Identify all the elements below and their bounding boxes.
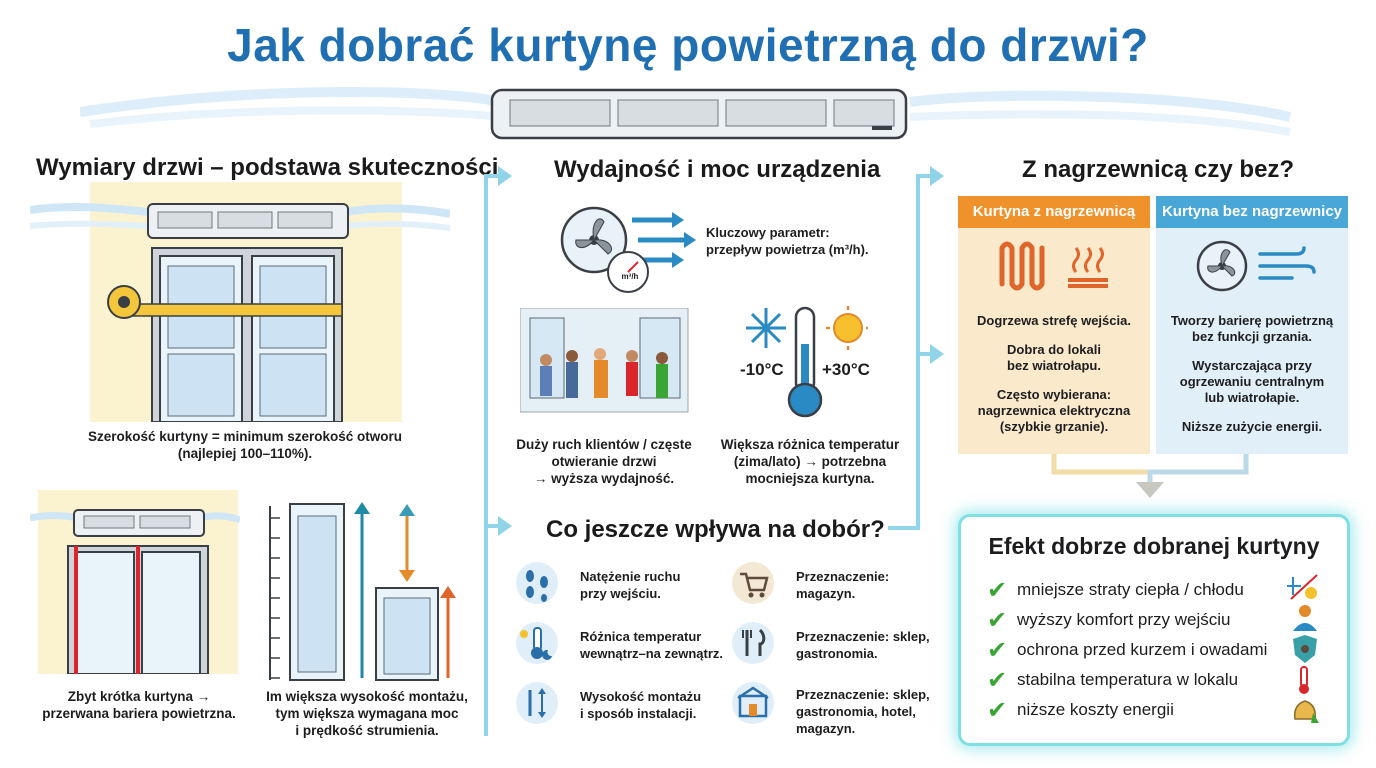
- param-line: przepływ powietrza (m³/h).: [706, 242, 869, 257]
- with-heater-point: Często wybierana:: [996, 387, 1112, 402]
- effect-item: [987, 635, 1327, 665]
- hotel-icon: [732, 682, 774, 724]
- without-heater-point: Tworzy barierę powietrzną: [1170, 313, 1334, 328]
- factor-label: Wysokość montażu: [580, 689, 702, 704]
- without-heater-point: Wystarczająca przy: [1192, 358, 1312, 373]
- money-bag-icon: [1295, 701, 1319, 723]
- factor-label: Natężenie ruchu: [580, 569, 681, 584]
- check-icon: ✔: [987, 696, 1008, 724]
- without-heater-card: [1156, 196, 1348, 454]
- traffic-line: Duży ruch klientów / częste: [516, 437, 692, 452]
- with-heater-point: Dogrzewa strefę wejścia.: [977, 313, 1131, 328]
- thermometer-icon: [1299, 667, 1309, 694]
- short-caption-line: przerwana bariera powietrzna.: [42, 706, 236, 721]
- factor-label: i sposób instalacji.: [580, 706, 697, 721]
- without-heater-point: ogrzewaniu centralnym: [1179, 374, 1325, 389]
- height-caption-line: tym większa wymagana moc: [275, 706, 459, 721]
- snow-sun-icon: [1287, 575, 1317, 599]
- effect-item: [987, 695, 1327, 725]
- busy-entrance-illustration: [520, 308, 690, 420]
- factors-heading: Co jeszcze wpływa na dobór?: [546, 516, 885, 543]
- footprints-icon: [516, 562, 558, 604]
- door-width-illustration: [30, 182, 450, 422]
- cutlery-icon: [732, 622, 774, 664]
- factor-label: wewnątrz–na zewnątrz.: [580, 646, 724, 661]
- with-heater-point: Dobra do lokali: [1007, 342, 1101, 357]
- temp-line: (zima/lato) → potrzebna: [733, 454, 887, 469]
- width-caption-line: (najlepiej 100–110%).: [177, 446, 313, 461]
- height-caption-line: i prędkość strumienia.: [295, 723, 439, 738]
- shield-insect-icon: [1293, 635, 1317, 663]
- height-caption-line: Im większa wysokość montażu,: [266, 689, 468, 704]
- effect-item-text: mniejsze straty ciepła / chłodu: [1017, 580, 1244, 599]
- effect-item-text: wyższy komfort przy wejściu: [1017, 610, 1231, 629]
- factor-label: magazyn.: [796, 721, 856, 736]
- short-caption-line: Zbyt krótka kurtyna →: [67, 689, 211, 704]
- traffic-line: → wyższa wydajność.: [533, 471, 675, 486]
- with-heater-card: [958, 196, 1150, 454]
- temp-line: Większa różnica temperatur: [720, 437, 900, 452]
- height-caption: [252, 688, 482, 739]
- airflow-parameter-text: [706, 224, 906, 258]
- factor-label: gastronomia.: [796, 646, 878, 661]
- param-line: Kluczowy parametr:: [706, 225, 830, 240]
- check-icon: ✔: [987, 606, 1008, 634]
- effect-item: [987, 575, 1327, 605]
- check-icon: ✔: [987, 666, 1008, 694]
- check-icon: ✔: [987, 636, 1008, 664]
- traffic-line: otwieranie drzwi: [551, 454, 657, 469]
- factor-label: Przeznaczenie: sklep,: [796, 629, 930, 644]
- check-icon: ✔: [987, 576, 1008, 604]
- effect-item-text: niższe koszty energii: [1017, 700, 1174, 719]
- without-heater-header: Kurtyna bez nagrzewnicy: [1156, 196, 1348, 228]
- without-heater-point: lub wiatrołapie.: [1204, 390, 1300, 405]
- mount-height-illustration: [262, 498, 472, 682]
- temp-low-label: -10°C: [740, 360, 784, 379]
- factor-label: przy wejściu.: [580, 586, 661, 601]
- dimensions-heading: Wymiary drzwi – podstawa skuteczności: [36, 154, 499, 181]
- factor-label: magazyn.: [796, 586, 856, 601]
- effect-heading: Efekt dobrze dobranej kurtyny: [988, 533, 1320, 559]
- temperature-caption: [712, 436, 908, 487]
- page-title: Jak dobrać kurtynę powietrzną do drzwi?: [227, 19, 1149, 71]
- with-heater-header: Kurtyna z nagrzewnicą: [958, 196, 1150, 228]
- factor-label: Przeznaczenie: sklep,: [796, 687, 930, 702]
- performance-heading: Wydajność i moc urządzenia: [554, 156, 881, 183]
- temp-line: mocniejsza kurtyna.: [745, 471, 875, 486]
- factor-label: Różnica temperatur: [580, 629, 702, 644]
- effect-item: [987, 605, 1327, 635]
- factor-label: gastronomia, hotel,: [796, 704, 916, 719]
- temperature-icon: [516, 622, 558, 664]
- without-heater-point: Niższe zużycie energii.: [1181, 419, 1323, 434]
- with-heater-point: nagrzewnica elektryczna: [977, 403, 1131, 418]
- traffic-caption: [504, 436, 704, 487]
- cart-icon: [732, 562, 774, 604]
- factor-label: Przeznaczenie:: [796, 569, 890, 584]
- effect-item: [987, 665, 1327, 695]
- with-heater-body: [958, 307, 1150, 435]
- effect-item-text: ochrona przed kurzem i owadami: [1017, 640, 1268, 659]
- with-heater-point: bez wiatrołapu.: [1007, 358, 1101, 373]
- heater-coil-icon: [958, 228, 1150, 302]
- height-icon: [516, 682, 558, 724]
- effect-item-text: stabilna temperatura w lokalu: [1017, 670, 1239, 689]
- effect-panel: [958, 514, 1350, 746]
- gauge-unit: m³/h: [621, 272, 639, 281]
- effect-icons: [1287, 573, 1323, 733]
- person-icon: [1293, 605, 1317, 631]
- width-caption-line: Szerokość kurtyny = minimum szerokość otworu: [88, 429, 402, 444]
- top-air-curtain-illustration: [80, 72, 1300, 152]
- without-heater-point: bez funkcji grzania.: [1192, 329, 1312, 344]
- short-curtain-illustration: [30, 490, 240, 674]
- merge-arrow: [1040, 454, 1260, 504]
- heater-heading: Z nagrzewnicą czy bez?: [1022, 156, 1295, 183]
- short-curtain-caption: [34, 688, 244, 722]
- temp-high-label: +30°C: [822, 360, 870, 379]
- with-heater-point: (szybkie grzanie).: [999, 419, 1109, 434]
- without-heater-body: [1156, 307, 1348, 435]
- fan-wind-icon: [1156, 228, 1348, 302]
- width-caption: [40, 428, 450, 462]
